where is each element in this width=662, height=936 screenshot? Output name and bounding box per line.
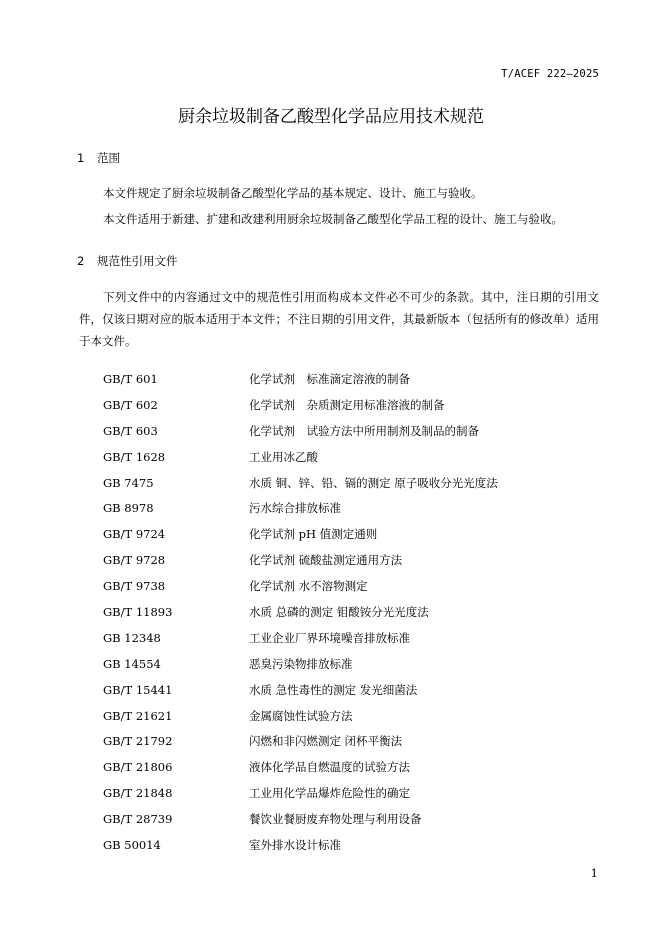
- reference-name: 污水综合排放标准: [249, 501, 341, 516]
- reference-name: 化学试剂 杂质测定用标准溶液的制备: [249, 397, 445, 412]
- section-heading-references: [77, 253, 178, 269]
- scope-paragraph: 本文件规定了厨余垃圾制备乙酸型化学品的基本规定、设计、施工与验收。: [103, 186, 483, 200]
- reference-item: [103, 832, 498, 858]
- reference-item: [103, 521, 498, 547]
- scope-paragraph: 本文件适用于新建、扩建和改建利用厨余垃圾制备乙酸型化学品工程的设计、施工与验收。: [103, 212, 563, 226]
- page-title: 厨余垃圾制备乙酸型化学品应用技术规范: [178, 107, 484, 127]
- reference-item: [103, 806, 498, 832]
- reference-code: GB 50014: [103, 837, 161, 852]
- reference-name: 闪燃和非闪燃测定 闭杯平衡法: [249, 734, 403, 749]
- reference-code: GB/T 21848: [103, 786, 173, 801]
- references-intro: 下列文件中的内容通过文中的规范性引用而构成本文件必不可少的条款。其中，注日期的引用文件，仅该日期对应的版本适用于本文件；不注日期的引用文件，其最新版本（包括所有的修改单）适用于本文件。: [79, 290, 599, 348]
- reference-code: GB/T 9738: [103, 579, 166, 594]
- reference-code: GB/T 603: [103, 423, 158, 438]
- reference-item: [103, 677, 498, 703]
- reference-name: 水质 急性毒性的测定 发光细菌法: [249, 682, 418, 697]
- reference-item: [103, 573, 498, 599]
- reference-name: 液体化学品自燃温度的试验方法: [249, 760, 410, 775]
- section-heading-scope: [77, 150, 120, 166]
- reference-item: [103, 754, 498, 780]
- reference-code: GB/T 11893: [103, 604, 173, 619]
- reference-name: 化学试剂 试验方法中所用制剂及制品的制备: [249, 423, 479, 438]
- reference-name: 水质 铜、锌、铅、镉的测定 原子吸收分光光度法: [249, 475, 498, 490]
- section-number: 1: [77, 151, 85, 165]
- reference-item: [103, 547, 498, 573]
- reference-item: [103, 366, 498, 392]
- section-number: 2: [77, 254, 85, 268]
- reference-code: GB 7475: [103, 475, 154, 490]
- section-title: 范围: [97, 151, 120, 165]
- reference-item: [103, 780, 498, 806]
- reference-item: [103, 470, 498, 496]
- reference-item: [103, 392, 498, 418]
- document-code: T/ACEF 222—2025: [501, 68, 599, 80]
- reference-list: [103, 366, 498, 858]
- reference-name: 工业用冰乙酸: [249, 449, 318, 464]
- reference-name: 化学试剂 标准滴定溶液的制备: [249, 371, 410, 386]
- page-number: 1: [590, 866, 598, 880]
- reference-name: 餐饮业餐厨废弃物处理与利用设备: [249, 812, 422, 827]
- reference-name: 恶臭污染物排放标准: [249, 656, 353, 671]
- reference-name: 金属腐蚀性试验方法: [249, 708, 353, 723]
- reference-code: GB/T 21621: [103, 708, 173, 723]
- reference-name: 化学试剂 硫酸盐测定通用方法: [249, 553, 403, 568]
- reference-code: GB/T 9728: [103, 553, 166, 568]
- reference-code: GB/T 21792: [103, 734, 173, 749]
- reference-name: 化学试剂 水不溶物测定: [249, 579, 368, 594]
- reference-item: [103, 703, 498, 729]
- reference-name: 工业企业厂界环境噪音排放标准: [249, 630, 410, 645]
- reference-item: [103, 444, 498, 470]
- reference-code: GB 12348: [103, 630, 161, 645]
- reference-code: GB/T 601: [103, 371, 158, 386]
- reference-code: GB 14554: [103, 656, 161, 671]
- reference-name: 化学试剂 pH 值测定通则: [249, 527, 378, 542]
- section-title: 规范性引用文件: [97, 254, 178, 268]
- reference-item: [103, 495, 498, 521]
- reference-code: GB/T 602: [103, 397, 158, 412]
- reference-item: [103, 599, 498, 625]
- reference-name: 室外排水设计标准: [249, 837, 341, 852]
- reference-code: GB/T 15441: [103, 682, 173, 697]
- reference-name: 工业用化学品爆炸危险性的确定: [249, 786, 410, 801]
- reference-code: GB/T 28739: [103, 812, 173, 827]
- reference-item: [103, 728, 498, 754]
- reference-code: GB 8978: [103, 501, 154, 516]
- reference-item: [103, 651, 498, 677]
- reference-name: 水质 总磷的测定 钼酸铵分光光度法: [249, 604, 429, 619]
- reference-code: GB/T 9724: [103, 527, 166, 542]
- reference-item: [103, 418, 498, 444]
- reference-item: [103, 625, 498, 651]
- reference-code: GB/T 1628: [103, 449, 166, 464]
- reference-code: GB/T 21806: [103, 760, 173, 775]
